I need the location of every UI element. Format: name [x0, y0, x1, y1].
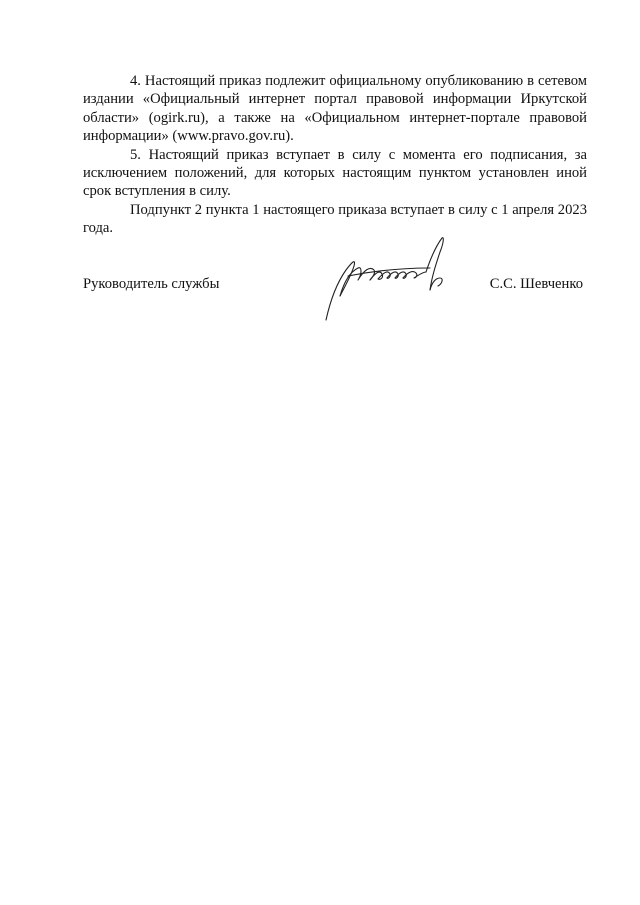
signer-name: С.С. Шевченко [489, 276, 583, 292]
paragraph-subpoint-effective: Подпункт 2 пункта 1 настоящего приказа вступает в силу с 1 апреля 2023 года. [83, 201, 587, 237]
signer-title: Руководитель службы [83, 276, 220, 292]
paragraph-effective-date: 5. Настоящий приказ вступает в силу с момента его подписания, за исключением положений, для которых настоящим пунктом установлен иной срок вступления в силу. [83, 146, 587, 200]
handwritten-signature [318, 232, 454, 324]
paragraph-publication: 4. Настоящий приказ подлежит официальному опубликованию в сетевом издании «Официальный интернет портал правовой информации Иркутской области» (ogirk.ru), а также на «Официальном интернет-портале правовой информации» (www.pravo.gov.ru). [83, 73, 587, 145]
document-body [83, 72, 587, 238]
